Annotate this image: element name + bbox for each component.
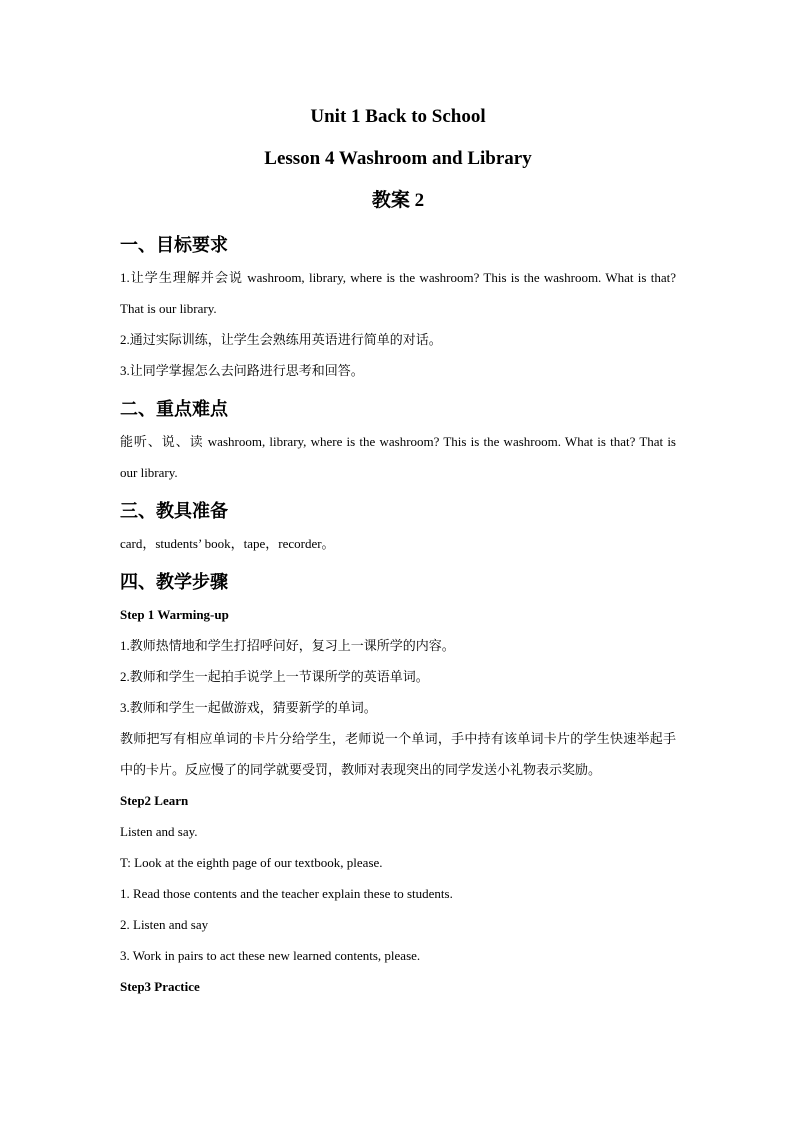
step1-paragraph-3: 3.教师和学生一起做游戏，猜要新学的单词。 xyxy=(120,700,377,715)
step1-paragraph-2: 2.教师和学生一起拍手说学上一节课所学的英语单词。 xyxy=(120,669,429,684)
section-heading-key-points: 二、重点难点 xyxy=(120,399,228,419)
unit-title: Unit 1 Back to School xyxy=(310,106,486,127)
materials-paragraph: card，students’ book，tape，recorder。 xyxy=(120,536,335,551)
lesson-title: Lesson 4 Washroom and Library xyxy=(264,148,532,169)
key-points-paragraph: 能听、说、读 washroom, library, where is the washroom? This is the washroom. What is that? That is our library. xyxy=(120,434,676,480)
step2-paragraph-1: Listen and say. xyxy=(120,824,198,839)
step3-title: Step3 Practice xyxy=(120,979,200,994)
goal-paragraph-3: 3.让同学掌握怎么去问路进行思考和回答。 xyxy=(120,363,364,378)
plan-title: 教案 2 xyxy=(371,190,425,211)
section-heading-materials: 三、教具准备 xyxy=(120,501,228,521)
step1-paragraph-4: 教师把写有相应单词的卡片分给学生，老师说一个单词，手中持有该单词卡片的学生快速举起手中的卡片。反应慢了的同学就要受罚，教师对表现突出的同学发送小礼物表示奖励。 xyxy=(120,731,676,777)
step1-title: Step 1 Warming-up xyxy=(120,607,229,622)
step2-paragraph-4: 2. Listen and say xyxy=(120,917,209,932)
goal-paragraph-2: 2.通过实际训练，让学生会熟练用英语进行简单的对话。 xyxy=(120,332,442,347)
document-page xyxy=(120,96,676,1002)
step2-paragraph-5: 3. Work in pairs to act these new learned contents, please. xyxy=(120,948,421,963)
step1-paragraph-1: 1.教师热情地和学生打招呼问好，复习上一课所学的内容。 xyxy=(120,638,455,653)
section-heading-goals: 一、目标要求 xyxy=(120,235,228,255)
goal-paragraph-1: 1.让学生理解并会说 washroom, library, where is the washroom? This is the washroom. What is that? That is our library. xyxy=(120,270,676,316)
step2-paragraph-2: T: Look at the eighth page of our textbook, please. xyxy=(120,855,383,870)
step2-paragraph-3: 1. Read those contents and the teacher explain these to students. xyxy=(120,886,453,901)
section-heading-steps: 四、教学步骤 xyxy=(120,572,228,592)
step2-title: Step2 Learn xyxy=(120,793,189,808)
